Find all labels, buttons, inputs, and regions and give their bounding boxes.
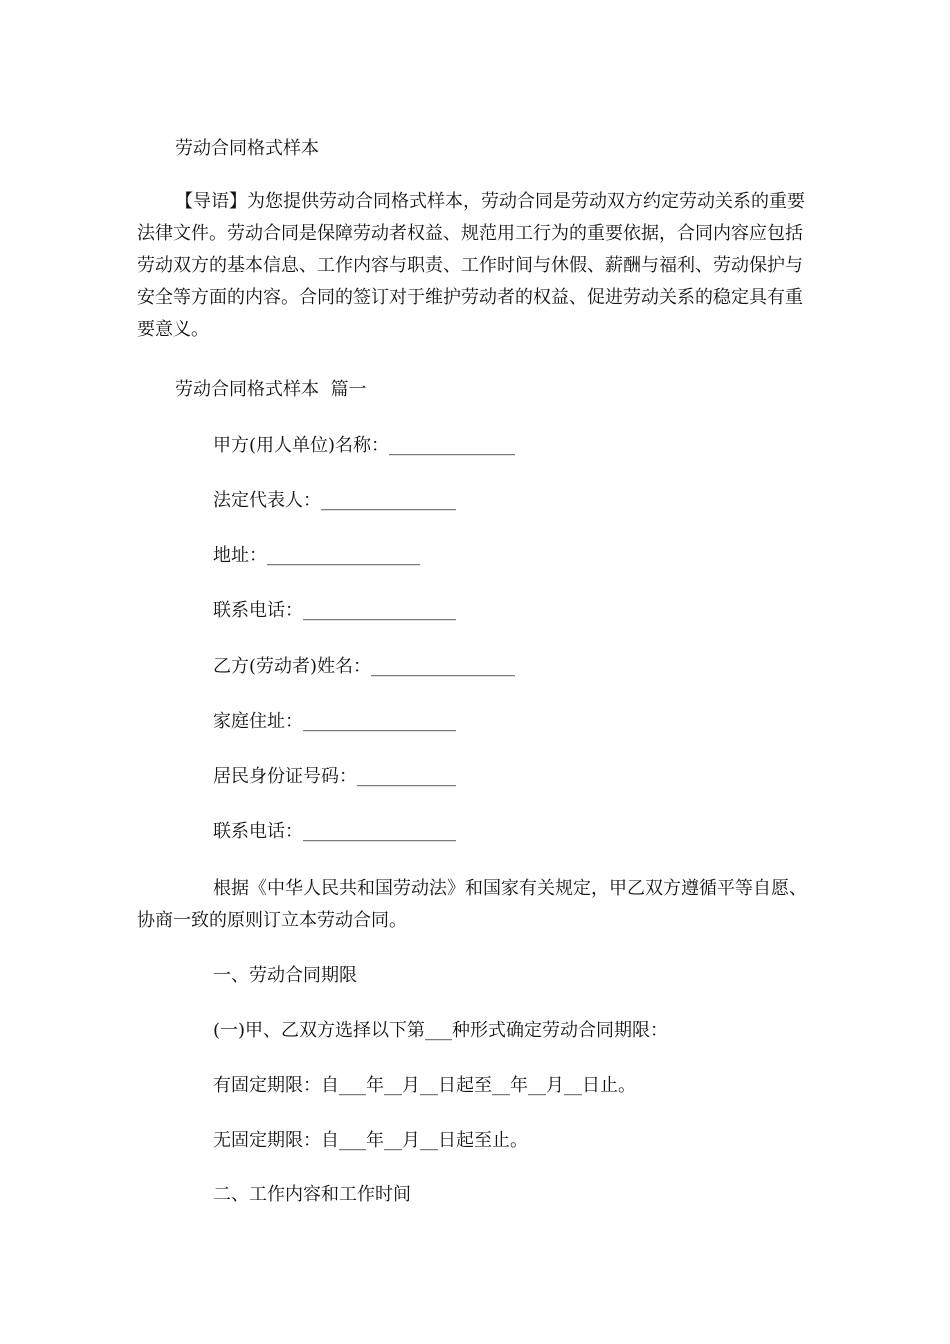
field-employee-phone: 联系电话：_________________ xyxy=(213,821,456,842)
field-employer-name: 甲方(用人单位)名称：______________ xyxy=(213,435,516,456)
field-address: 地址：_________________ xyxy=(213,545,420,566)
field-id-number: 居民身份证号码：___________ xyxy=(213,766,456,787)
document-title: 劳动合同格式样本 xyxy=(175,138,319,159)
basis-paragraph: 根据《中华人民共和国劳动法》和国家有关规定，甲乙双方遵循平等自愿、协商一致的原则订立本劳动合同。 xyxy=(137,878,807,931)
fixed-term-line: 有固定期限：自___年__月__日起至__年__月__日止。 xyxy=(213,1075,636,1096)
clause-1-item: (一)甲、乙双方选择以下第___种形式确定劳动合同期限： xyxy=(213,1020,669,1041)
open-term-line: 无固定期限：自___年__月__日起至止。 xyxy=(213,1130,528,1151)
clause-1-title: 一、劳动合同期限 xyxy=(213,965,357,986)
clause-2-title: 二、工作内容和工作时间 xyxy=(213,1184,411,1205)
field-employer-phone: 联系电话：_________________ xyxy=(213,600,456,621)
field-home-address: 家庭住址：_________________ xyxy=(213,711,456,732)
field-legal-representative: 法定代表人：_______________ xyxy=(213,490,456,511)
field-employee-name: 乙方(劳动者)姓名：________________ xyxy=(213,656,516,677)
intro-paragraph: 【导语】为您提供劳动合同格式样本，劳动合同是劳动双方约定劳动关系的重要法律文件。劳动合同是保障劳动者权益、规范用工行为的重要依据，合同内容应包括劳动双方的基本信息、工作内容与职责、工作时间与休假、薪酬与福利、劳动保护与安全等方面的内容。合同的签订对于维护劳动者的权益、促进劳动关系的稳定具有重要意义。 xyxy=(137,191,805,340)
section-title: 劳动合同格式样本 篇一 xyxy=(175,379,367,400)
